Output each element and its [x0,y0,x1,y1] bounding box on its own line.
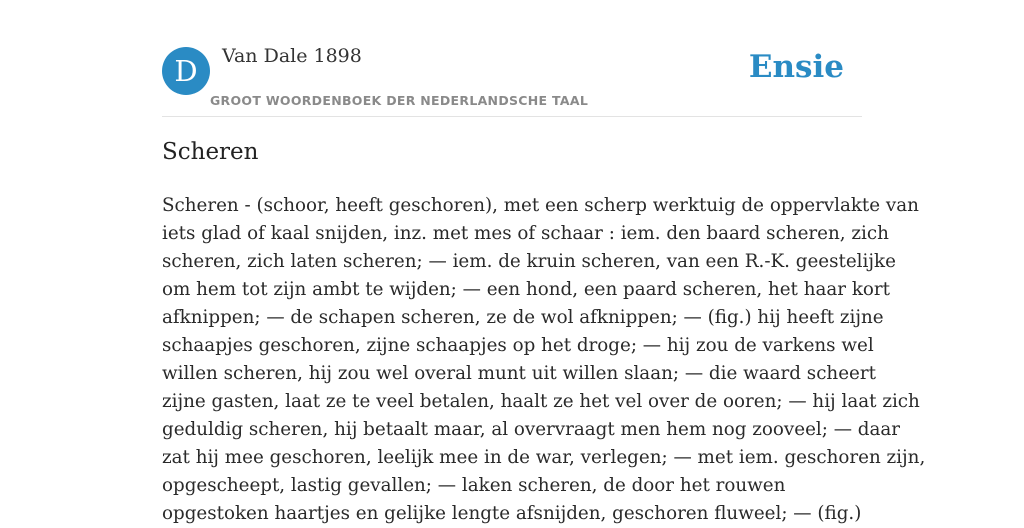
definition-line: Scheren - (schoor, heeft geschoren), met een scherp werktuig de oppervlakte van [162,195,919,216]
definition-line: zat hij mee geschoren, leelijk mee in de war, verlegen; — met iem. geschoren zijn, [162,447,926,468]
dictionary-header [162,0,862,117]
definition-line: scheren, zich laten scheren; — iem. de kruin scheren, van een R.-K. geestelijke [162,251,896,272]
ensie-logo[interactable]: Ensie [748,49,844,85]
dictionary-subtitle: GROOT WOORDENBOEK DER NEDERLANDSCHE TAAL [210,93,589,108]
definition-line: om hem tot zijn ambt te wijden; — een hond, een paard scheren, het haar kort [162,279,891,300]
entry-definition [162,192,926,528]
definition-line: geduldig scheren, hij betaalt maar, al overvraagt men hem nog zooveel; — daar [162,419,901,440]
definition-line: iets glad of kaal snijden, inz. met mes of schaar : iem. den baard scheren, zich [162,223,889,244]
definition-line: opgestoken haartjes en gelijke lengte afsnijden, geschoren fluweel; — (fig.) [162,503,862,524]
definition-line: opgescheept, lastig gevallen; — laken scheren, de door het rouwen [162,475,786,496]
dictionary-title[interactable]: Van Dale 1898 [222,45,362,67]
dictionary-avatar[interactable]: D [162,47,210,95]
definition-line: schaapjes geschoren, zijne schaapjes op het droge; — hij zou de varkens wel [162,335,874,356]
definition-line: willen scheren, hij zou wel overal munt uit willen slaan; — die waard scheert [162,363,876,384]
definition-line: afknippen; — de schapen scheren, ze de wol afknippen; — (fig.) hij heeft zijne [162,307,884,328]
entry-title: Scheren [162,139,259,165]
definition-line: zijne gasten, laat ze te veel betalen, haalt ze het vel over de ooren; — hij laat zich [162,391,920,412]
